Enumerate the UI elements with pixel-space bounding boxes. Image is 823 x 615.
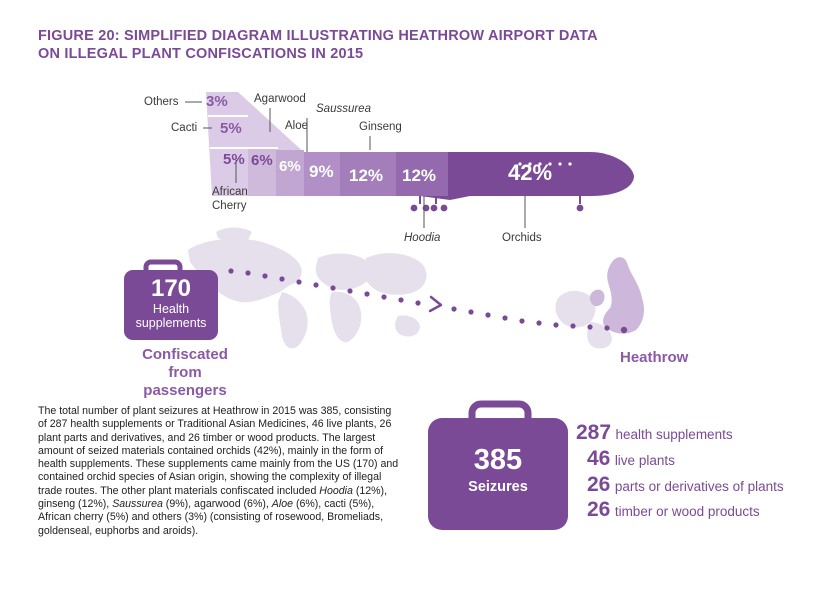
breakdown-label: parts or derivatives of plants — [614, 479, 784, 494]
breakdown-label: timber or wood products — [614, 504, 760, 519]
body-seg-2: (12%), ginseng (12%), — [38, 484, 388, 511]
label-african-cherry-line1: African — [212, 186, 248, 198]
label-others: Others — [144, 96, 179, 108]
suitcase-small-line1: Health — [152, 302, 190, 316]
heathrow-label: Heathrow — [620, 349, 689, 366]
breakdown-item-health — [576, 421, 733, 445]
heathrow-marker — [621, 327, 627, 333]
label-hoodia: Hoodia — [404, 232, 441, 244]
pct-saussurea: 9% — [309, 162, 334, 181]
uk-map — [556, 257, 645, 348]
confiscated-line1: Confiscated — [142, 346, 228, 363]
suitcase-small-count: 170 — [150, 275, 192, 302]
breakdown-item-timber — [587, 498, 760, 522]
suitcase-small-text — [124, 276, 218, 330]
label-african-cherry-line2: Cherry — [212, 200, 247, 212]
body-seg-4: (9%), agarwood (6%), — [162, 498, 272, 511]
breakdown-num: 26 — [587, 498, 611, 521]
pct-orchids: 42% — [508, 160, 553, 185]
label-orchids: Orchids — [502, 232, 542, 244]
suitcase-small-line2: supplements — [135, 316, 207, 330]
label-african-cherry — [212, 185, 248, 213]
body-seg-1: Hoodia — [319, 484, 353, 497]
body-seg-3: Saussurea — [112, 498, 163, 511]
suitcase-large-text — [428, 444, 568, 498]
label-agarwood: Agarwood — [254, 93, 306, 105]
breakdown-num: 46 — [587, 447, 611, 470]
body-seg-6: (6%), cacti (5%), African cherry (5%) and others (3%) (consisting of rosewood, Bromeliads, goldenseal, euphorbs and aroids). — [38, 498, 384, 537]
breakdown-num: 287 — [576, 421, 612, 444]
label-saussurea: Saussurea — [316, 103, 371, 115]
label-cacti: Cacti — [171, 122, 198, 134]
pct-agarwood: 6% — [251, 152, 273, 169]
label-ginseng: Ginseng — [359, 121, 402, 133]
confiscated-line2: from passengers — [143, 364, 227, 399]
confiscated-caption — [130, 346, 240, 400]
body-paragraph — [38, 405, 400, 538]
body-seg-5: Aloe — [271, 498, 293, 511]
pct-african-cherry: 5% — [223, 151, 245, 168]
breakdown-item-parts — [587, 473, 784, 497]
breakdown-label: health supplements — [615, 427, 733, 442]
pct-hoodia: 12% — [402, 166, 437, 185]
body-seg-0: The total number of plant seizures at Heathrow in 2015 was 385, consisting of 287 health supplements or Traditional Asian Medicines, 46 live plants, 26 plant parts and derivatives, and 26 timber or wood products. The largest amount of seized materials contained orchids (42%), mainly in the form of health supplements. These supplements came mainly from the US (170) and contained orchid species of Asian origin, showing the complexity of illegal trade routes. The other plant materials confiscated included — [38, 405, 399, 497]
breakdown-item-live — [587, 447, 675, 471]
pct-cacti: 5% — [220, 120, 242, 137]
world-map — [188, 228, 427, 349]
label-aloe: Aloe — [285, 120, 309, 132]
breakdown-num: 26 — [587, 473, 611, 496]
figure-title-line2: ON ILLEGAL PLANT CONFISCATIONS IN 2015 — [38, 46, 364, 62]
figure-title-line1: FIGURE 20: SIMPLIFIED DIAGRAM ILLUSTRATING HEATHROW AIRPORT DATA — [38, 28, 598, 44]
pct-ginseng: 12% — [349, 166, 384, 185]
pct-aloe: 6% — [279, 158, 301, 175]
pct-others: 3% — [206, 93, 228, 110]
suitcase-large-label: Seizures — [468, 479, 528, 495]
suitcase-large-count: 385 — [473, 444, 523, 476]
breakdown-label: live plants — [614, 453, 675, 468]
